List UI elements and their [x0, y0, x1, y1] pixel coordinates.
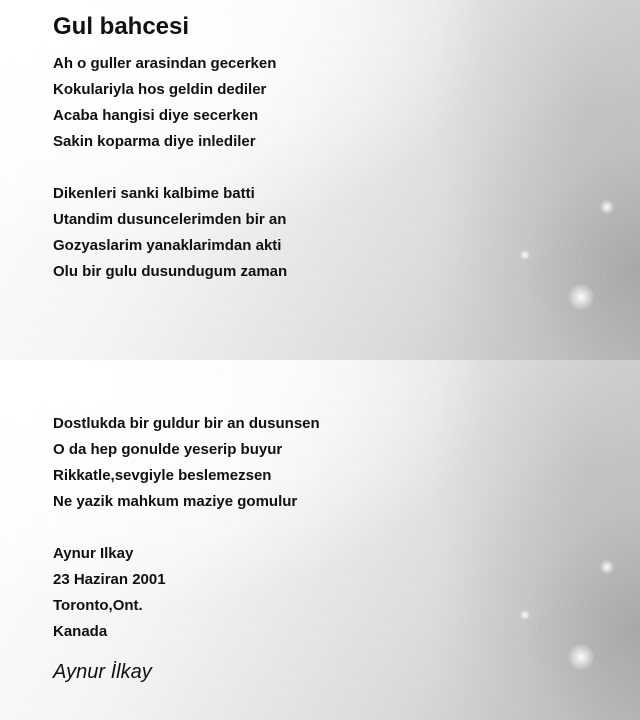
poem-city: Toronto,Ont.	[53, 597, 143, 614]
poem-line: Acaba hangisi diye secerken	[53, 107, 259, 124]
poem-line: Ne yazik mahkum maziye gomulur	[53, 493, 298, 510]
poem-date: 23 Haziran 2001	[53, 571, 166, 588]
poem-line: Utandim dusuncelerimden bir an	[53, 211, 287, 228]
poem-panel-bottom	[0, 360, 640, 720]
poem-title: Gul bahcesi	[53, 13, 190, 40]
poem-line: Rikkatle,sevgiyle beslemezsen	[53, 467, 272, 484]
stanza-3	[53, 411, 320, 515]
poem-line: Ah o guller arasindan gecerken	[53, 55, 277, 72]
poem-line: Dostlukda bir guldur bir an dusunsen	[53, 415, 320, 432]
poem-line: Sakin koparma diye inlediler	[53, 133, 256, 150]
stanza-2	[53, 181, 287, 285]
poem-line: Gozyaslarim yanaklarimdan akti	[53, 237, 282, 254]
background-sparkle	[568, 284, 594, 310]
author-signature: Aynur İlkay	[53, 661, 152, 683]
background-sparkle	[600, 200, 614, 214]
background-sparkle	[520, 610, 530, 620]
poem-line: Dikenleri sanki kalbime batti	[53, 185, 255, 202]
poem-line: O da hep gonulde yeserip buyur	[53, 441, 283, 458]
author-name: Aynur Ilkay	[53, 545, 134, 562]
background-sparkle	[600, 560, 614, 574]
poem-line: Kokulariyla hos geldin dediler	[53, 81, 267, 98]
background-sparkle	[568, 644, 594, 670]
poem-line: Olu bir gulu dusundugum zaman	[53, 263, 288, 280]
poem-footer	[53, 541, 166, 645]
background-sparkle	[520, 250, 530, 260]
poem-country: Kanada	[53, 623, 108, 640]
stanza-1	[53, 51, 276, 155]
